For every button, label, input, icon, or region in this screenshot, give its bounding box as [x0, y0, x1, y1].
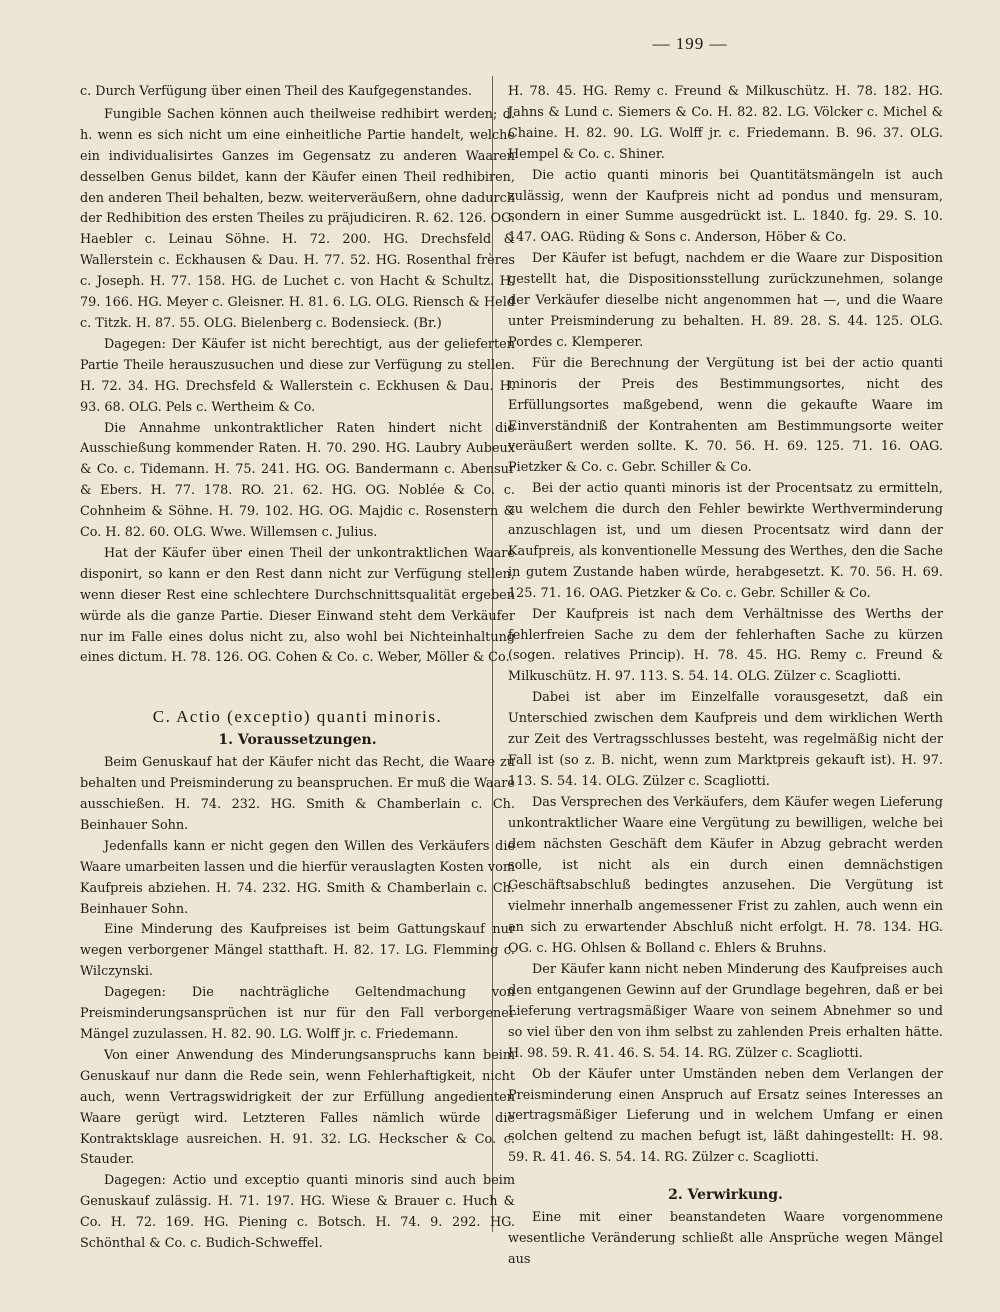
- paragraph: Eine Minderung des Kaufpreises ist beim Gattungskauf nur wegen verborgener Mängel statthaft. H. 82. 17. LG. Flemming c. Wilczynski.: [80, 922, 515, 980]
- paragraph: Die actio quanti minoris bei Quantitätsmängeln ist auch zulässig, wenn der Kaufpreis nicht ad pondus und mensuram, sondern in einer Summe ausgedrückt ist. L. 1840. fg. 29. S. 10. 147. OAG. Rüding & Sons c. Anderson, Höber & Co.: [508, 167, 943, 246]
- paragraph: Dagegen: Der Käufer ist nicht berechtigt, aus der gelieferten Partie Theile herauszusuchen und diese zur Verfügung zu stellen. H. 72. 34. HG. Drechsfeld & Wallerstein c. Eckhusen & Dau. H. 93. 68. OLG. Pels c. Wertheim & Co.: [80, 336, 515, 415]
- paragraph: Eine mit einer beanstandeten Waare vorgenommene wesentliche Veränderung schließt alle Ansprüche wegen Mängel aus: [508, 1210, 943, 1267]
- paragraph: Dagegen: Actio und exceptio quanti minoris sind auch beim Genuskauf zulässig. H. 71. 197. HG. Wiese & Brauer c. Huch & Co. H. 72. 169. HG. Piening c. Botsch. H. 74. 9. 292. HG. Schönthal & Co. c. Budich-Schweffel.: [80, 1173, 515, 1252]
- paragraph: H. 78. 45. HG. Remy c. Freund & Milkuschütz. H. 78. 182. HG. Jahns & Lund c. Siemers & Co. H. 82. 82. LG. Völcker c. Michel & Chaine. H. 82. 90. LG. Wolff jr. c. Friedemann. B. 96. 37. OLG. Hempel & Co. c. Shiner.: [508, 84, 943, 162]
- paragraph: Jedenfalls kann er nicht gegen den Willen des Verkäufers die Waare umarbeiten lassen und die hierfür verauslagten Kosten vom Kaufpreis abziehen. H. 74. 232. HG. Smith & Chamberlain c. Ch. Beinhauer Sohn.: [80, 838, 515, 917]
- paragraph: Der Kaufpreis ist nach dem Verhältnisse des Werths der fehlerfreien Sache zu dem der fehlerhaften Sache zu kürzen (sogen. relatives Princip). H. 78. 45. HG. Remy c. Freund & Milkuschütz. H. 97. 113. S. 54. 14. OLG. Zülzer c. Scagliotti.: [508, 606, 943, 685]
- section-heading: C. Actio (exceptio) quanti minoris.: [152, 707, 443, 727]
- paragraph: Von einer Anwendung des Minderungsanspruchs kann beim Genuskauf nur dann die Rede sein, wenn Fehlerhaftigkeit, nicht auch, wenn Vertragswidrigkeit der zur Erfüllung angedienten Waare gerügt wird. Letzteren Falles nämlich würde die Kontraktsklage ausreichen. H. 91. 32. LG. Heckscher & Co. c. Stauder.: [80, 1047, 515, 1168]
- paragraph: Dabei ist aber im Einzelfalle vorausgesetzt, daß ein Unterschied zwischen dem Kaufpreis und dem wirklichen Werth zur Zeit des Vertragsschlusses besteht, was regelmäßig nicht der Fall ist (so z. B. nicht, wenn zum Marktpreis gekauft ist). H. 97. 113. S. 54. 14. OLG. Zülzer c. Scagliotti.: [508, 690, 943, 789]
- sub-heading: 1. Voraussetzungen.: [218, 732, 377, 749]
- paragraph: Beim Genuskauf hat der Käufer nicht das Recht, die Waare zu behalten und Preisminderung zu beanspruchen. Er muß die Waare ausschießen. H. 74. 232. HG. Smith & Chamberlain c. Ch. Beinhauer Sohn.: [80, 755, 515, 833]
- paragraph: Das Versprechen des Verkäufers, dem Käufer wegen Lieferung unkontraktlicher Waare eine Vergütung zu bewilligen, welche bei dem nächsten Geschäft dem Käufer in Abzug gebracht werden solle, ist nicht als ein durch einen demnächstigen Geschäftsabschluß bedingtes anzusehen. Die Vergütung ist vielmehr innerhalb angemessener Frist zu zahlen, auch wenn ein an sich zu erwartender Abschluß nicht erfolgt. H. 78. 134. HG. OG. c. HG. Ohlsen & Bolland c. Ehlers & Bruhns.: [508, 794, 943, 957]
- page-number: — 199 —: [652, 34, 728, 53]
- paragraph: Dagegen: Die nachträgliche Geltendmachung von Preisminderungsansprüchen ist nur für den Fall verborgener Mängel zuzulassen. H. 82. 90. LG. Wolff jr. c. Friedemann.: [80, 985, 515, 1042]
- paragraph: Ob der Käufer unter Umständen neben dem Verlangen der Preisminderung einen Anspruch auf Ersatz seines Interesses an vertragsmäßiger Lieferung und in welchem Umfang er einen solchen geltend zu machen befugt ist, läßt dahingestellt: H. 98. 59. R. 41. 46. S. 54. 14. RG. Zülzer c. Scagliotti.: [508, 1066, 943, 1166]
- page-header: [0, 34, 1000, 54]
- subsection-heading: c. Durch Verfügung über einen Theil des Kaufgegenstandes.: [80, 84, 472, 99]
- paragraph: Hat der Käufer über einen Theil der unkontraktlichen Waare disponirt, so kann er den Rest dann nicht zur Verfügung stellen, wenn dieser Rest eine schlechtere Durchschnittsqualität ergeben würde als die ganze Partie. Dieser Einwand steht dem Verkäufer nur im Falle eines dolus nicht zu, also wohl bei Nichteinhaltung eines dictum. H. 78. 126. OG. Cohen & Co. c. Weber, Möller & Co.: [80, 545, 515, 666]
- paragraph: Der Käufer kann nicht neben Minderung des Kaufpreises auch den entgangenen Gewinn auf der Grundlage begehren, daß er bei Lieferung vertragsmäßiger Waare von seinem Abnehmer so und so viel über den von ihm selbst zu zahlenden Preis erhalten hätte. H. 98. 59. R. 41. 46. S. 54. 14. RG. Zülzer c. Scagliotti.: [508, 962, 943, 1061]
- paragraph: Der Käufer ist befugt, nachdem er die Waare zur Disposition gestellt hat, die Dispositionsstellung zurückzunehmen, solange der Verkäufer dieselbe nicht angenommen hat —, und die Waare unter Preisminderung zu behalten. H. 89. 28. S. 44. 125. OLG. Pordes c. Klemperer.: [508, 251, 943, 350]
- paragraph: Die Annahme unkontraktlicher Raten hindert nicht die Ausschießung kommender Raten. H. 70. 290. HG. Laubry Aubeux & Co. c. Tidemann. H. 75. 241. HG. OG. Bandermann c. Abensur & Ebers. H. 77. 178. RO. 21. 62. HG. OG. Noblée & Co. c. Cohnheim & Söhne. H. 79. 102. HG. OG. Majdic c. Rosenstern & Co. H. 82. 60. OLG. Wwe. Willemsen c. Julius.: [80, 420, 515, 541]
- paragraph: Für die Berechnung der Vergütung ist bei der actio quanti minoris der Preis des Bestimmungsortes, nicht des Erfüllungsortes maßgebend, wenn die gekaufte Waare im Einverständniß der Kontrahenten am Bestimmungsorte weiter veräußert werden sollte. K. 70. 56. H. 69. 125. 71. 16. OAG. Pietzker & Co. c. Gebr. Schiller & Co.: [508, 355, 943, 476]
- paragraph: Bei der actio quanti minoris ist der Procentsatz zu ermitteln, zu welchem die durch den Fehler bewirkte Werthverminderung anzuschlagen ist, und um diesen Procentsatz wird dann der Kaufpreis, als konventionelle Messung des Werthes, den die Sache in gutem Zustande haben würde, herabgesetzt. K. 70. 56. H. 69. 125. 71. 16. OAG. Pietzker & Co. c. Gebr. Schiller & Co.: [508, 481, 943, 601]
- sub-heading: 2. Verwirkung.: [668, 1187, 783, 1204]
- left-column: [80, 82, 515, 1255]
- right-column: [508, 82, 943, 1271]
- paragraph: Fungible Sachen können auch theilweise redhibirt werden; d. h. wenn es sich nicht um eine einheitliche Partie handelt, welche ein individualisirtes Ganzes im Gegensatz zu anderen Waaren desselben Genus bildet, kann der Käufer einen Theil redhibiren, den anderen Theil behalten, bezw. weiterveräußern, ohne dadurch der Redhibition des ersten Theiles zu präjudiciren. R. 62. 126. OG. Haebler c. Leinau Söhne. H. 72. 200. HG. Drechsfeld & Wallerstein c. Eckhausen & Dau. H. 77. 52. HG. Rosenthal frères c. Joseph. H. 77. 158. HG. de Luchet c. von Hacht & Schultz. H. 79. 166. HG. Meyer c. Gleisner. H. 81. 6. LG. OLG. Riensch & Held c. Titzk. H. 87. 55. OLG. Bielenberg c. Bodensieck. (Br.): [80, 106, 515, 331]
